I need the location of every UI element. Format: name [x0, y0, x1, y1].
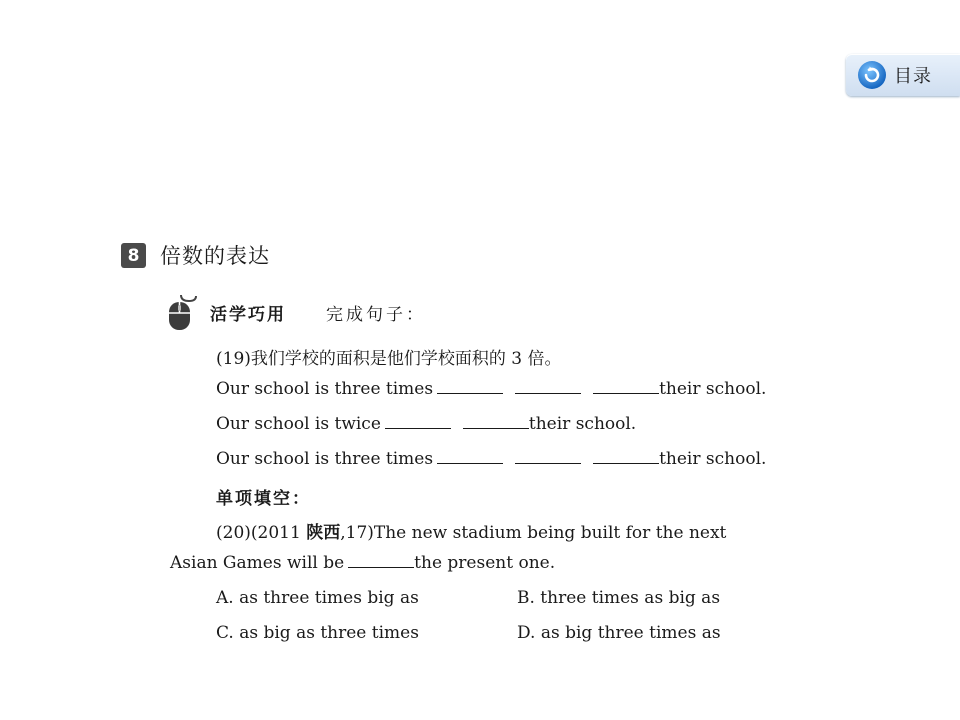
q19-s2-suffix: their school. — [528, 414, 637, 434]
blank-field[interactable] — [348, 553, 414, 568]
section-number-badge: 8 — [121, 243, 146, 268]
q20-number: (20) — [216, 523, 251, 543]
blank-field[interactable] — [593, 379, 659, 394]
q20-source-open: (2011 — [250, 523, 301, 543]
q19-sentence-2 — [216, 414, 636, 434]
q20-line2-prefix: Asian Games will be — [170, 553, 345, 573]
option-a[interactable]: A. as three times big as — [216, 588, 419, 608]
q19-s1-suffix: their school. — [659, 379, 767, 399]
q20-line1-text: The new stadium being built for the next — [373, 523, 727, 543]
mouse-icon — [163, 292, 203, 332]
blank-field[interactable] — [593, 449, 659, 464]
option-d[interactable]: D. as big three times as — [517, 623, 721, 643]
q20-line-1 — [216, 518, 726, 543]
blank-field[interactable] — [385, 414, 451, 429]
blank-field[interactable] — [437, 449, 503, 464]
q19-s1-prefix: Our school is three times — [216, 379, 434, 399]
q19-sentence-1 — [216, 379, 766, 399]
single-choice-label: 单项填空： — [216, 489, 311, 509]
toc-label: 目录 — [894, 66, 932, 87]
option-b[interactable]: B. three times as big as — [517, 588, 721, 608]
q20-line2-suffix: the present one. — [414, 553, 556, 573]
blank-field[interactable] — [515, 449, 581, 464]
practice-label: 活学巧用 — [210, 305, 286, 325]
q19-s3-suffix: their school. — [659, 449, 767, 469]
q19-sentence-3 — [216, 449, 766, 469]
toc-button[interactable] — [846, 54, 960, 96]
blank-field[interactable] — [437, 379, 503, 394]
q20-source-place: 陕西 — [306, 523, 341, 543]
blank-field[interactable] — [463, 414, 529, 429]
q19-prompt — [216, 344, 562, 369]
practice-instruction: 完成句子： — [326, 305, 426, 325]
q20-source-close: ,17) — [340, 523, 374, 543]
blank-field[interactable] — [515, 379, 581, 394]
q19-s3-prefix: Our school is three times — [216, 449, 434, 469]
q19-prompt-text: (19)我们学校的面积是他们学校面积的 3 倍。 — [216, 349, 562, 369]
q20-line-2 — [170, 553, 555, 573]
refresh-circle-icon — [857, 60, 887, 90]
section-title: 倍数的表达 — [160, 244, 270, 268]
q19-s2-prefix: Our school is twice — [216, 414, 381, 434]
option-c[interactable]: C. as big as three times — [216, 623, 419, 643]
